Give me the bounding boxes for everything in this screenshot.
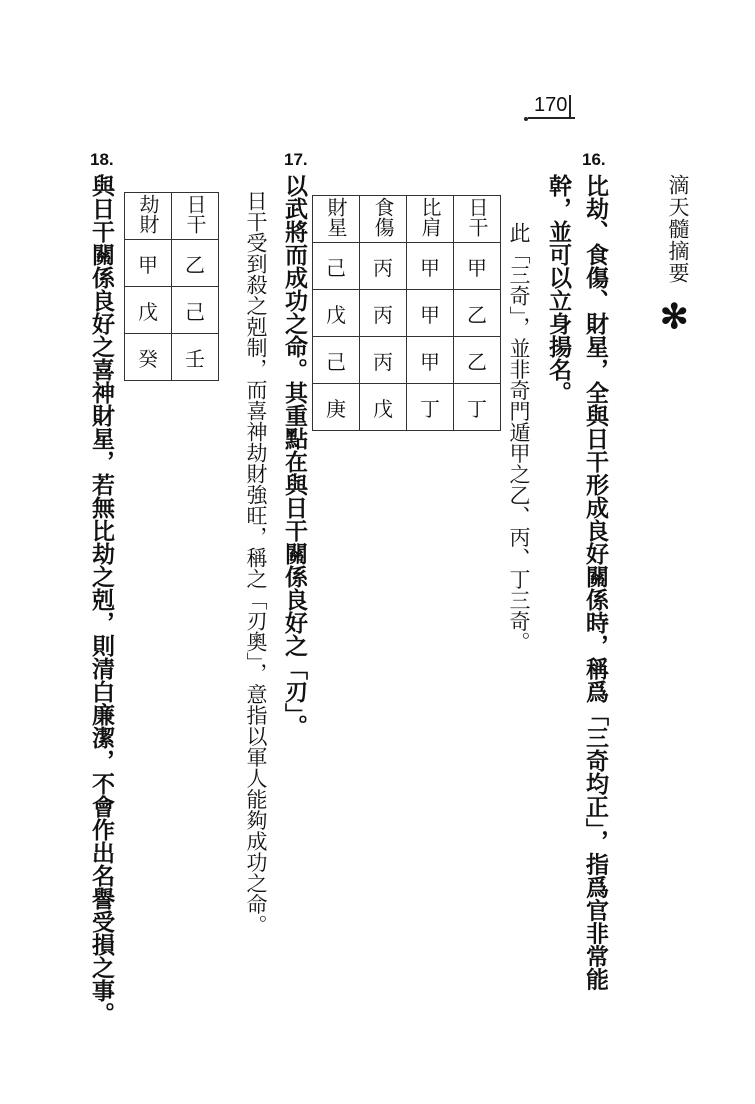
section-16-table	[312, 195, 501, 431]
table-cell: 甲	[407, 243, 454, 290]
section-17-body: 日干受到殺之剋制，而喜神劫財強旺，稱之「刃奧」，意指以軍人能夠成功之命。	[244, 190, 268, 936]
table-cell: 戊	[125, 287, 172, 334]
table-cell: 日干	[454, 196, 501, 243]
running-header: 滴天髓摘要	[666, 174, 690, 284]
table-cell: 日干	[172, 193, 219, 240]
table-cell: 壬	[172, 334, 219, 381]
table-cell: 丙	[360, 290, 407, 337]
table-cell: 丁	[407, 384, 454, 431]
table-cell: 乙	[454, 290, 501, 337]
section-16-line-1: 比劫、食傷、財星，全與日干形成良好關係時，稱爲「三奇均正」，指爲官非常能	[582, 174, 608, 991]
section-16-note: 此「三奇」，並非奇門遁甲之乙、丙、丁三奇。	[507, 222, 531, 653]
page-number: 170	[528, 93, 575, 119]
table-cell: 甲	[407, 337, 454, 384]
table-cell: 己	[313, 243, 360, 290]
table-cell: 己	[172, 287, 219, 334]
section-17-line-1: 以武將而成功之命。其重點在與日干關係良好之「刃」。	[281, 174, 307, 738]
table-cell: 財星	[313, 196, 360, 243]
table-cell: 甲	[407, 290, 454, 337]
table-cell: 庚	[313, 384, 360, 431]
table-cell: 戊	[360, 384, 407, 431]
section-18-line-1: 與日干關係良好之喜神財星，若無比劫之剋，則清白廉潔，不會作出名譽受損之事。	[88, 174, 114, 1025]
section-17-number: 17.	[284, 150, 308, 169]
table-cell: 甲	[454, 243, 501, 290]
table-cell: 劫財	[125, 193, 172, 240]
section-16-number: 16.	[582, 150, 606, 169]
table-cell: 乙	[172, 240, 219, 287]
table-cell: 丙	[360, 337, 407, 384]
section-18-table	[124, 192, 219, 381]
table-cell: 己	[313, 337, 360, 384]
asterisk-ornament-icon: ✻	[660, 297, 689, 337]
table-cell: 食傷	[360, 196, 407, 243]
section-18-number: 18.	[90, 150, 114, 169]
table-cell: 乙	[454, 337, 501, 384]
table-cell: 甲	[125, 240, 172, 287]
section-16-line-2: 幹，並可以立身揚名。	[545, 174, 571, 404]
table-cell: 比肩	[407, 196, 454, 243]
table-cell: 戊	[313, 290, 360, 337]
table-cell: 癸	[125, 334, 172, 381]
table-cell: 丙	[360, 243, 407, 290]
table-cell: 丁	[454, 384, 501, 431]
